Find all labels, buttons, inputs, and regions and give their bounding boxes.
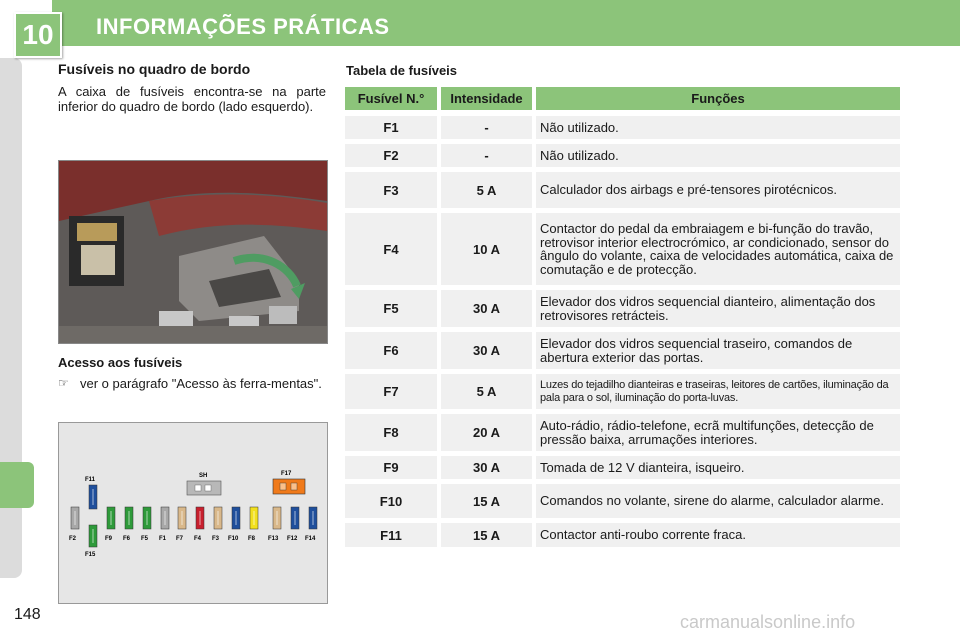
fuse-number: F10 [345,484,437,518]
fuse-label-f15: F15 [85,552,96,558]
fuse-intensity: - [441,116,532,139]
table-row [345,484,904,518]
fuse-function: Comandos no volante, sirene do alarme, calculador alarme. [536,484,900,518]
fuse-label-f5: F5 [141,536,149,542]
fuse-function: Não utilizado. [536,144,900,167]
table-row [345,116,904,139]
access-title: Acesso aos fusíveis [58,355,183,370]
fuse-f17 [273,479,305,494]
fuse-function: Elevador dos vidros sequencial dianteiro, alimentação dos retrovisores retrácteis. [536,290,900,327]
section-title: Fusíveis no quadro de bordo [58,61,251,77]
fuse-function: Luzes do tejadilho dianteiras e traseiras, leitores de cartões, iluminação da pala para o sol, iluminação do porta-luvas. [536,374,900,409]
fuse-number: F4 [345,213,437,285]
table-row [345,414,904,451]
fuse-intensity: 10 A [441,213,532,285]
fuse-number: F5 [345,290,437,327]
fuse-label-f1: F1 [159,536,167,542]
fuse-number: F11 [345,523,437,547]
fuse-label-f10: F10 [228,536,239,542]
fuse-intensity: - [441,144,532,167]
fuse-function: Contactor do pedal da embraiagem e bi-função do travão, retrovisor interior electrocrómico, ar condicionado, sensor do ângulo do volante, caixa de velocidades automática, caixa de comutação e de protecção. [536,213,900,285]
fuse-layout-diagram [58,422,328,604]
fuse-number: F8 [345,414,437,451]
fuse-number: F9 [345,456,437,479]
table-row [345,523,904,547]
intro-paragraph: A caixa de fusíveis encontra-se na parte inferior do quadro de bordo (lado esquerdo). [58,84,326,114]
fuse-sh [187,481,221,495]
fuse-intensity: 15 A [441,523,532,547]
fuse-intensity: 5 A [441,374,532,409]
table-row [345,332,904,369]
header-fuse: Fusível N.° [345,87,437,110]
fuse-intensity: 30 A [441,456,532,479]
fuse-number: F2 [345,144,437,167]
fuse-label-f14: F14 [305,536,316,542]
chapter-side-tab [0,462,34,508]
fuse-label-f11: F11 [85,477,96,483]
fuse-table-header [345,87,904,110]
table-row [345,290,904,327]
fuse-intensity: 5 A [441,172,532,208]
fuse-label-f2: F2 [69,536,77,542]
fuse-label-f6: F6 [123,536,131,542]
table-row [345,374,904,409]
fuse-function: Auto-rádio, rádio-telefone, ecrã multifunções, detecção de pressão baixa, arrumações interiores. [536,414,900,451]
fuse-number: F3 [345,172,437,208]
fuse-intensity: 30 A [441,290,532,327]
watermark: carmanualsonline.info [680,612,856,632]
fuse-label-sh: SH [199,473,208,479]
fuse-label-f4: F4 [194,536,202,542]
fuse-label-f8: F8 [248,536,256,542]
fuse-intensity: 30 A [441,332,532,369]
fuse-number: F7 [345,374,437,409]
fuse-label-f12: F12 [287,536,298,542]
pointing-hand-icon: ☞ [58,376,69,390]
fuse-box-photo [58,160,328,344]
fuse-function: Contactor anti-roubo corrente fraca. [536,523,900,547]
fuse-intensity: 20 A [441,414,532,451]
header-intensity: Intensidade [441,87,532,110]
fuse-number: F6 [345,332,437,369]
fuse-function: Calculador dos airbags e pré-tensores pirotécnicos. [536,172,900,208]
fuse-function: Elevador dos vidros sequencial traseiro, comandos de abertura exterior das portas. [536,332,900,369]
table-row [345,144,904,167]
access-note [58,376,326,391]
fuse-number: F1 [345,116,437,139]
fuse-function: Tomada de 12 V dianteira, isqueiro. [536,456,900,479]
fuse-intensity: 15 A [441,484,532,518]
fuse-label-f3: F3 [212,536,220,542]
fuse-label-f13: F13 [268,536,279,542]
fuse-label-f7: F7 [176,536,184,542]
page-title: INFORMAÇÕES PRÁTICAS [96,14,390,39]
access-text: ver o parágrafo "Acesso às ferra-mentas". [80,376,322,391]
table-row [345,172,904,208]
fuse-label-f9: F9 [105,536,113,542]
page-number: 148 [14,606,41,623]
fuse-function: Não utilizado. [536,116,900,139]
fuse-table-title: Tabela de fusíveis [346,63,458,78]
header-functions: Funções [536,87,900,110]
table-row [345,456,904,479]
table-row [345,213,904,285]
dashboard-photo-illustration [59,161,327,343]
chapter-number: 10 [14,12,62,58]
fuse-label-f17: F17 [281,471,292,477]
